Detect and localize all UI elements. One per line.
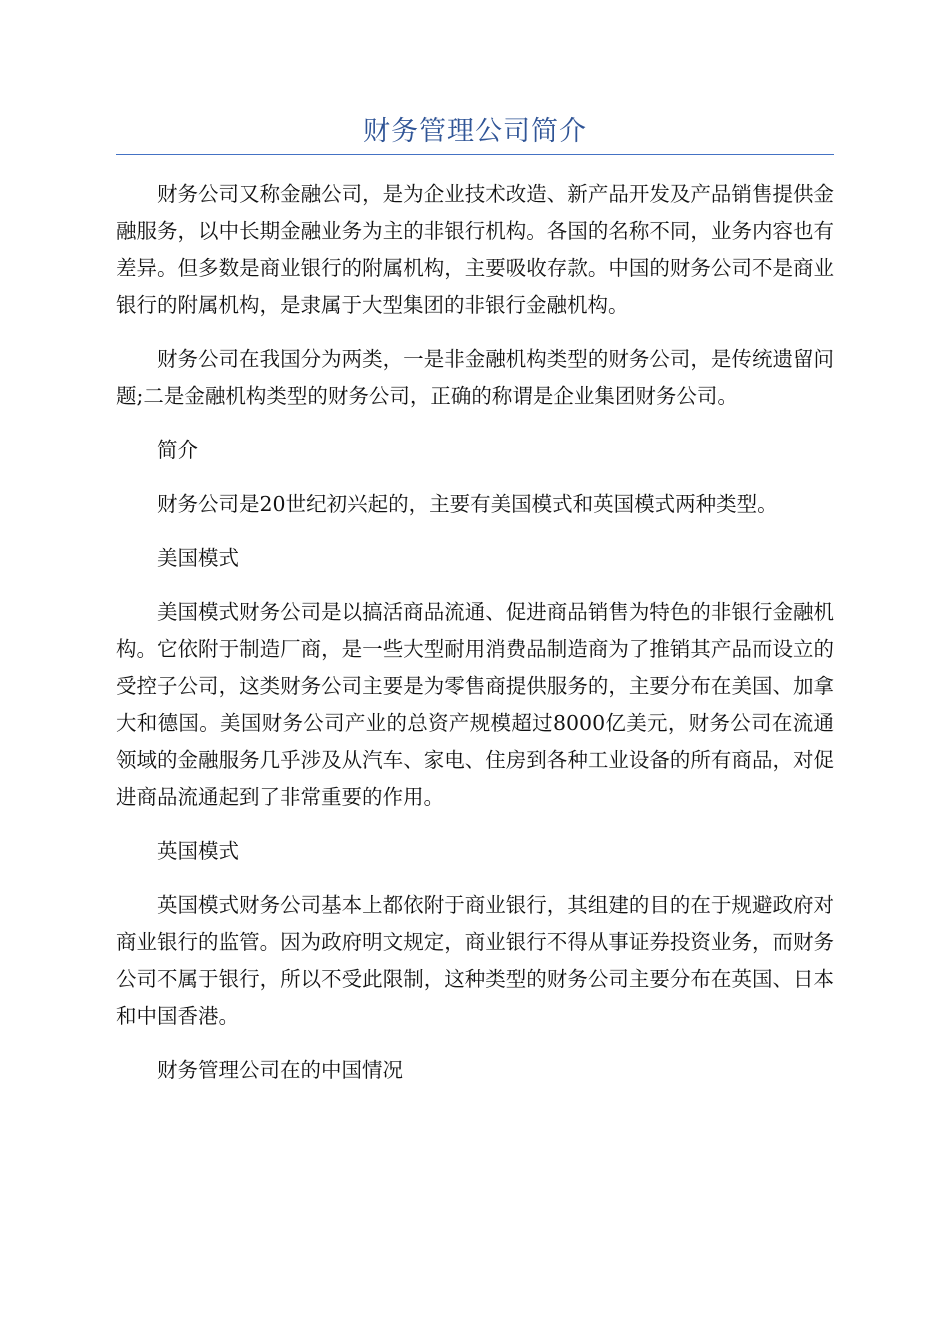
paragraph-uk-model: 英国模式财务公司基本上都依附于商业银行，其组建的目的在于规避政府对商业银行的监管。因为政府明文规定，商业银行不得从事证券投资业务，而财务公司不属于银行，所以不受此限制，这种类型的财务公司主要分布在英国、日本和中国香港。 xyxy=(116,893,834,1028)
paragraph-us-model: 美国模式财务公司是以搞活商品流通、促进商品销售为特色的非银行金融机构。它依附于制造厂商，是一些大型耐用消费品制造商为了推销其产品而设立的受控子公司，这类财务公司主要是为零售商提供服务的，主要分布在美国、加拿大和德国。美国财务公司产业的总资产规模超过8000亿美元，财务公司在流通领域的金融服务几乎涉及从汽车、家电、住房到各种工业设备的所有商品，对促进商品流通起到了非常重要的作用。 xyxy=(116,600,834,809)
section-heading-china: 财务管理公司在的中国情况 xyxy=(157,1058,403,1082)
section-heading-intro: 简介 xyxy=(157,438,198,462)
paragraph-origin: 财务公司是20世纪初兴起的，主要有美国模式和英国模式两种类型。 xyxy=(157,492,778,516)
paragraph-types: 财务公司在我国分为两类，一是非金融机构类型的财务公司，是传统遗留问题;二是金融机构类型的财务公司，正确的称谓是企业集团财务公司。 xyxy=(116,347,834,408)
paragraph-intro: 财务公司又称金融公司，是为企业技术改造、新产品开发及产品销售提供金融服务，以中长期金融业务为主的非银行机构。各国的名称不同，业务内容也有差异。但多数是商业银行的附属机构，主要吸收存款。中国的财务公司不是商业银行的附属机构，是隶属于大型集团的非银行金融机构。 xyxy=(116,182,834,317)
section-heading-uk-model: 英国模式 xyxy=(157,839,239,863)
section-heading-us-model: 美国模式 xyxy=(157,546,239,570)
document-body xyxy=(116,176,834,1106)
title-underline xyxy=(116,154,834,155)
document-title: 财务管理公司简介 xyxy=(363,116,587,147)
